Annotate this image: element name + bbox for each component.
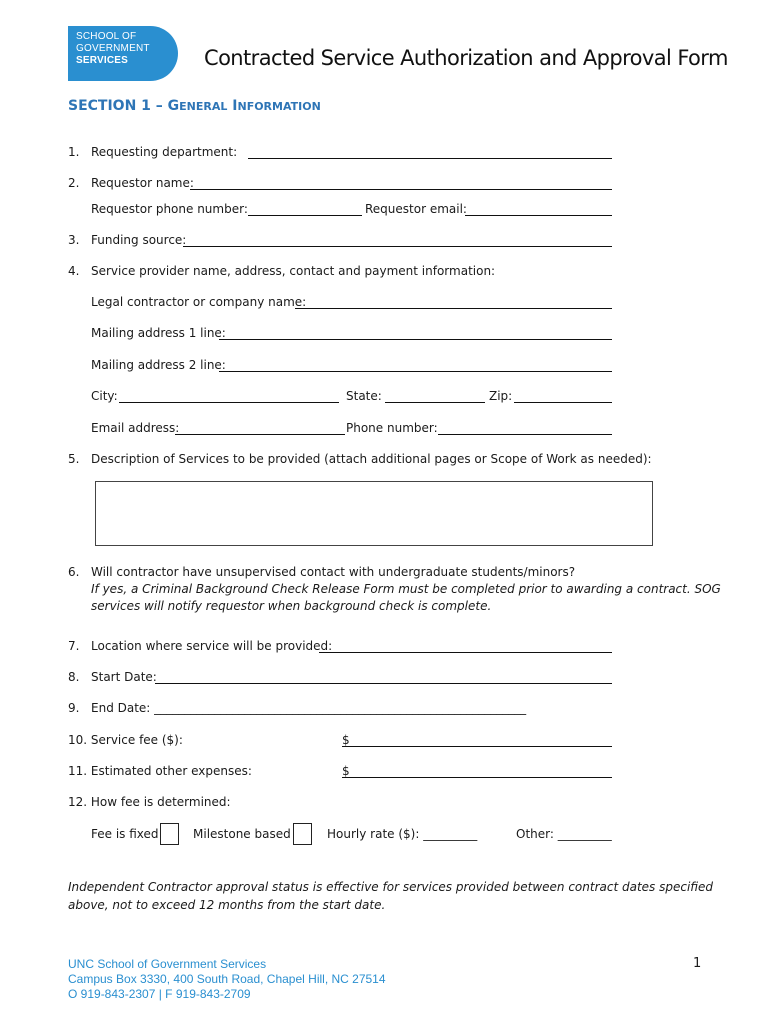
requestor-name-field[interactable] — [190, 189, 612, 190]
milestone-based-label: Milestone based — [193, 827, 291, 841]
section-heading — [68, 98, 321, 114]
fee-fixed-checkbox[interactable] — [160, 823, 179, 845]
item-number-4: 4. — [68, 264, 80, 278]
service-fee-dollar: $ — [342, 733, 350, 747]
item-number-3: 3. — [68, 233, 80, 247]
item-number-8: 8. — [68, 670, 80, 684]
unsupervised-contact-label: Will contractor have unsupervised contact with undergraduate students/minors? — [91, 565, 576, 579]
page-number: 1 — [693, 956, 702, 971]
service-location-field[interactable] — [319, 652, 612, 653]
end-date-label: End Date: ______________________________________________________________ — [91, 701, 527, 715]
state-field[interactable] — [385, 402, 485, 403]
section-heading-sc1: ENERAL — [179, 100, 228, 113]
requesting-department-label: Requesting department: — [91, 145, 238, 159]
logo-line-2: GOVERNMENT — [76, 43, 150, 54]
logo-line-3: SERVICES — [76, 55, 128, 66]
item-number-9: 9. — [68, 701, 80, 715]
mailing-address-1-field[interactable] — [219, 339, 612, 340]
legal-contractor-field[interactable] — [295, 308, 612, 309]
item-number-7: 7. — [68, 639, 80, 653]
start-date-field[interactable] — [155, 683, 612, 684]
other-fee-label: Other: _________ — [516, 827, 612, 841]
section-heading-i: I — [227, 98, 238, 114]
fee-fixed-label: Fee is fixed — [91, 827, 159, 841]
sog-services-logo — [68, 26, 178, 81]
other-expenses-dollar: $ — [342, 764, 350, 778]
milestone-based-checkbox[interactable] — [293, 823, 312, 845]
mailing-address-1-label: Mailing address 1 line: — [91, 326, 226, 340]
requestor-phone-label: Requestor phone number: — [91, 202, 248, 216]
logo-line-1: SCHOOL OF — [76, 31, 137, 42]
item-number-2: 2. — [68, 176, 80, 190]
email-address-label: Email address: — [91, 421, 180, 435]
requestor-email-label: Requestor email: — [365, 202, 467, 216]
form-title: Contracted Service Authorization and Approval Form — [204, 46, 728, 70]
item-number-1: 1. — [68, 145, 80, 159]
other-expenses-field[interactable] — [342, 777, 612, 778]
requestor-name-label: Requestor name: — [91, 176, 194, 190]
requesting-department-field[interactable] — [248, 158, 612, 159]
funding-source-label: Funding source: — [91, 233, 187, 247]
funding-source-field[interactable] — [183, 246, 612, 247]
background-check-note-1: If yes, a Criminal Background Check Release Form must be completed prior to awarding a contract. SOG — [91, 582, 721, 596]
email-address-field[interactable] — [175, 434, 345, 435]
footer-phone-fax: O 919-843-2307 | F 919-843-2709 — [68, 987, 251, 1001]
requestor-phone-field[interactable] — [248, 215, 362, 216]
section-heading-main: SECTION 1 – G — [68, 98, 180, 114]
zip-field[interactable] — [514, 402, 612, 403]
service-fee-label: 10. Service fee ($): — [68, 733, 183, 747]
item-number-6: 6. — [68, 565, 80, 579]
mailing-address-2-label: Mailing address 2 line: — [91, 358, 226, 372]
service-provider-label: Service provider name, address, contact and payment information: — [91, 264, 496, 278]
item-number-5: 5. — [68, 452, 80, 466]
footer-address: Campus Box 3330, 400 South Road, Chapel Hill, NC 27514 — [68, 972, 386, 986]
service-fee-field[interactable] — [342, 746, 612, 747]
phone-number-label: Phone number: — [346, 421, 438, 435]
approval-note-line-2: above, not to exceed 12 months from the start date. — [68, 898, 386, 912]
requestor-email-field[interactable] — [465, 215, 612, 216]
state-label: State: — [346, 389, 382, 403]
other-expenses-label: 11. Estimated other expenses: — [68, 764, 252, 778]
start-date-label: Start Date: — [91, 670, 157, 684]
approval-note-line-1: Independent Contractor approval status is effective for services provided between contract dates specified — [68, 880, 714, 894]
fee-determination-label: 12. How fee is determined: — [68, 795, 231, 809]
description-label: Description of Services to be provided (attach additional pages or Scope of Work as needed): — [91, 452, 652, 466]
background-check-note-2: services will notify requestor when background check is complete. — [91, 599, 492, 613]
section-heading-sc2: NFORMATION — [237, 100, 321, 113]
city-field[interactable] — [119, 402, 339, 403]
footer-org-name: UNC School of Government Services — [68, 957, 267, 971]
legal-contractor-label: Legal contractor or company name: — [91, 295, 307, 309]
city-label: City: — [91, 389, 118, 403]
zip-label: Zip: — [489, 389, 513, 403]
phone-number-field[interactable] — [438, 434, 612, 435]
hourly-rate-label: Hourly rate ($): _________ — [327, 827, 478, 841]
mailing-address-2-field[interactable] — [219, 371, 612, 372]
service-location-label: Location where service will be provided: — [91, 639, 333, 653]
description-textbox[interactable] — [95, 481, 653, 546]
